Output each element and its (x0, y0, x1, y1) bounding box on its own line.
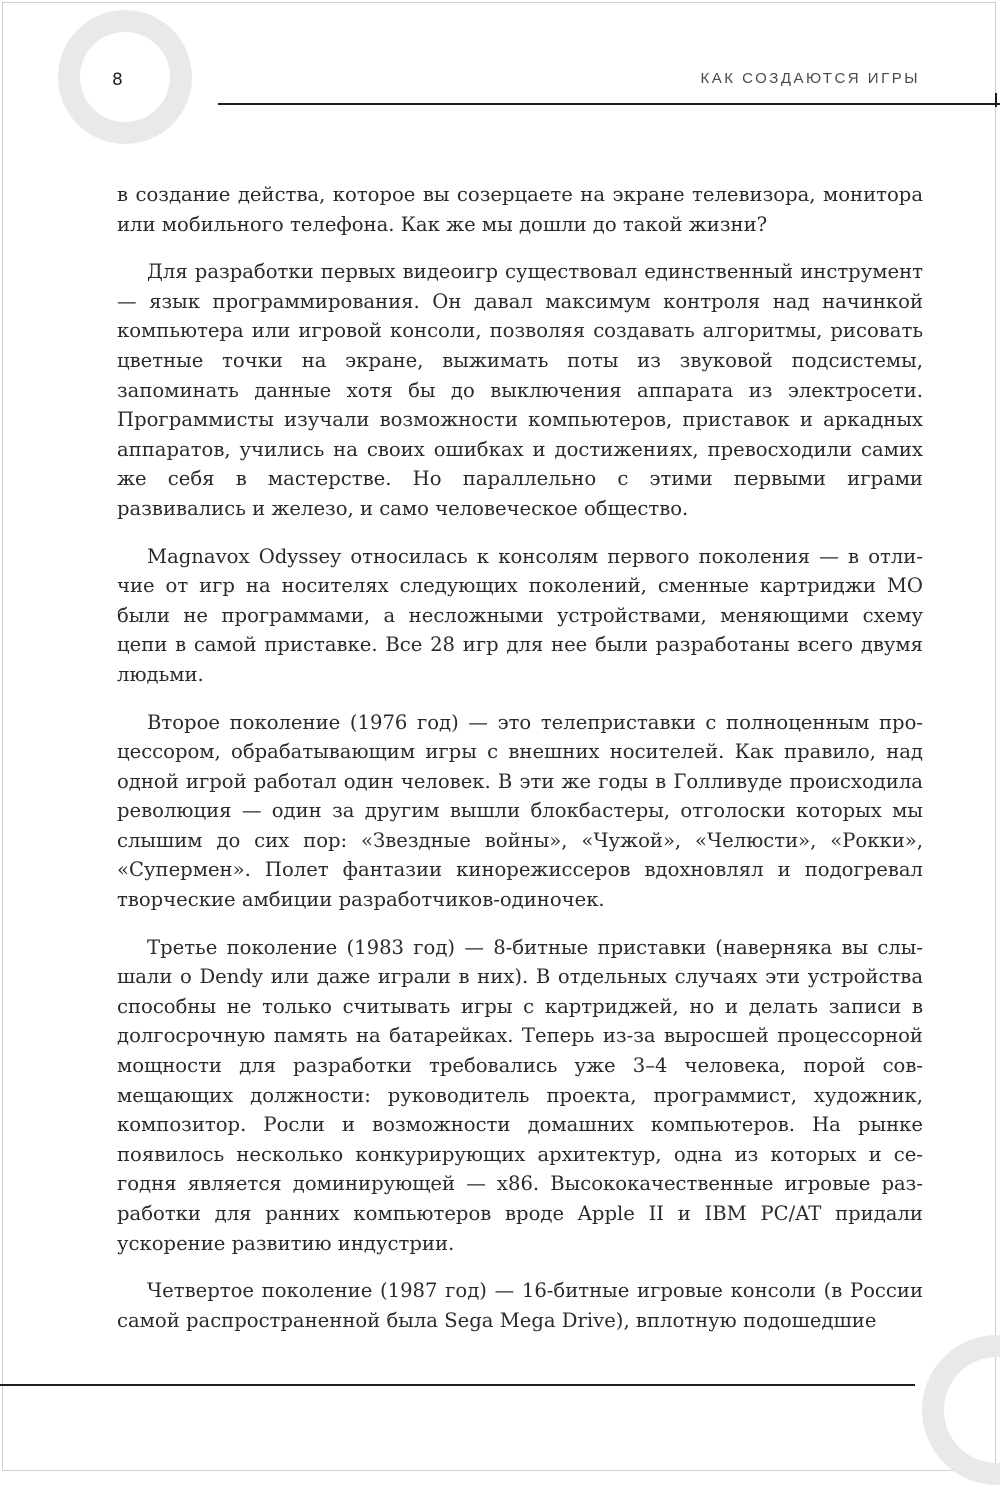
header-rule (218, 103, 1000, 105)
body-text (117, 180, 923, 1353)
paragraph-3: Magnavox Odyssey относилась к консолям первого поколения — в отличие от игр на носителях следующих поколений, сменные картриджи МО были не программами, а несложными устройствами, меняющими схему цепи в самой приставке. Все 28 игр для нее были разработаны всего двумя людьми. (117, 544, 923, 686)
paragraph-2: Для разработки первых видеоигр существовал единственный инструмент — язык программирования. Он давал максимум контроля над начинкой компьютера или игровой консоли, позволяя создавать алгоритмы, рисовать цветные точки на экране, выжимать поты из звуковой подсистемы, запоминать данные хотя бы до выключения аппарата из электросети. Программисты изучали возможности компьютеров, приставок и аркадных аппаратов, учились на своих ошибках и достижениях, превосходили самих же себя в мастерстве. Но параллельно с этими первыми играми развивались и железо, и само человеческое общество. (117, 260, 923, 520)
paragraph-6: Четвертое поколение (1987 год) — 16-битные игровые консоли (в России самой распространенной была Sega Mega Drive), вплотную подошедшие (117, 1279, 923, 1332)
footer-rule (0, 1384, 915, 1386)
decorative-ring-top (58, 10, 192, 144)
paragraph-1: в создание действа, которое вы созерцаете на экране телевизора, монитора или мобильного телефона. Как же мы дошли до такой жизни? (117, 183, 923, 236)
page-number: 8 (112, 70, 123, 90)
header-rule-tick (995, 93, 997, 107)
paragraph-4: Второе поколение (1976 год) — это телеприставки с полноценным процессором, обрабатывающим игры с внешних носителей. Как правило, над одной игрой работал один человек. В эти же годы в Голливуде происходила революция — один за другим вышли блокбастеры, отголоски которых мы слышим до сих пор: «Звездные войны», «Чужой», «Челюсти», «Рокки», «Супермен». Полет фантазии кинорежиссеров вдохновлял и подогревал творческие амбиции разработчиков-одиночек. (117, 710, 923, 912)
running-head: КАК СОЗДАЮТСЯ ИГРЫ (700, 70, 920, 87)
paragraph-5: Третье поколение (1983 год) — 8-битные приставки (наверняка вы слышали о Dendy или даже играли в них). В отдельных случаях эти устройства способны не только считывать игры с картриджей, но и делать записи в долгосрочную память на батарейках. Теперь из-за выросшей процессорной мощности для разработки требовались уже 3–4 человека, порой совмещающих должности: руководитель проекта, программист, художник, композитор. Росли и возможности домашних компьютеров. На рынке появилось несколько конкурирующих архитектур, одна из которых и сегодня является доминирующей — x86. Высококачественные игровые разработки для ранних компьютеров вроде Apple II и IBM PC/AT придали ускорение развитию индустрии. (117, 935, 923, 1255)
